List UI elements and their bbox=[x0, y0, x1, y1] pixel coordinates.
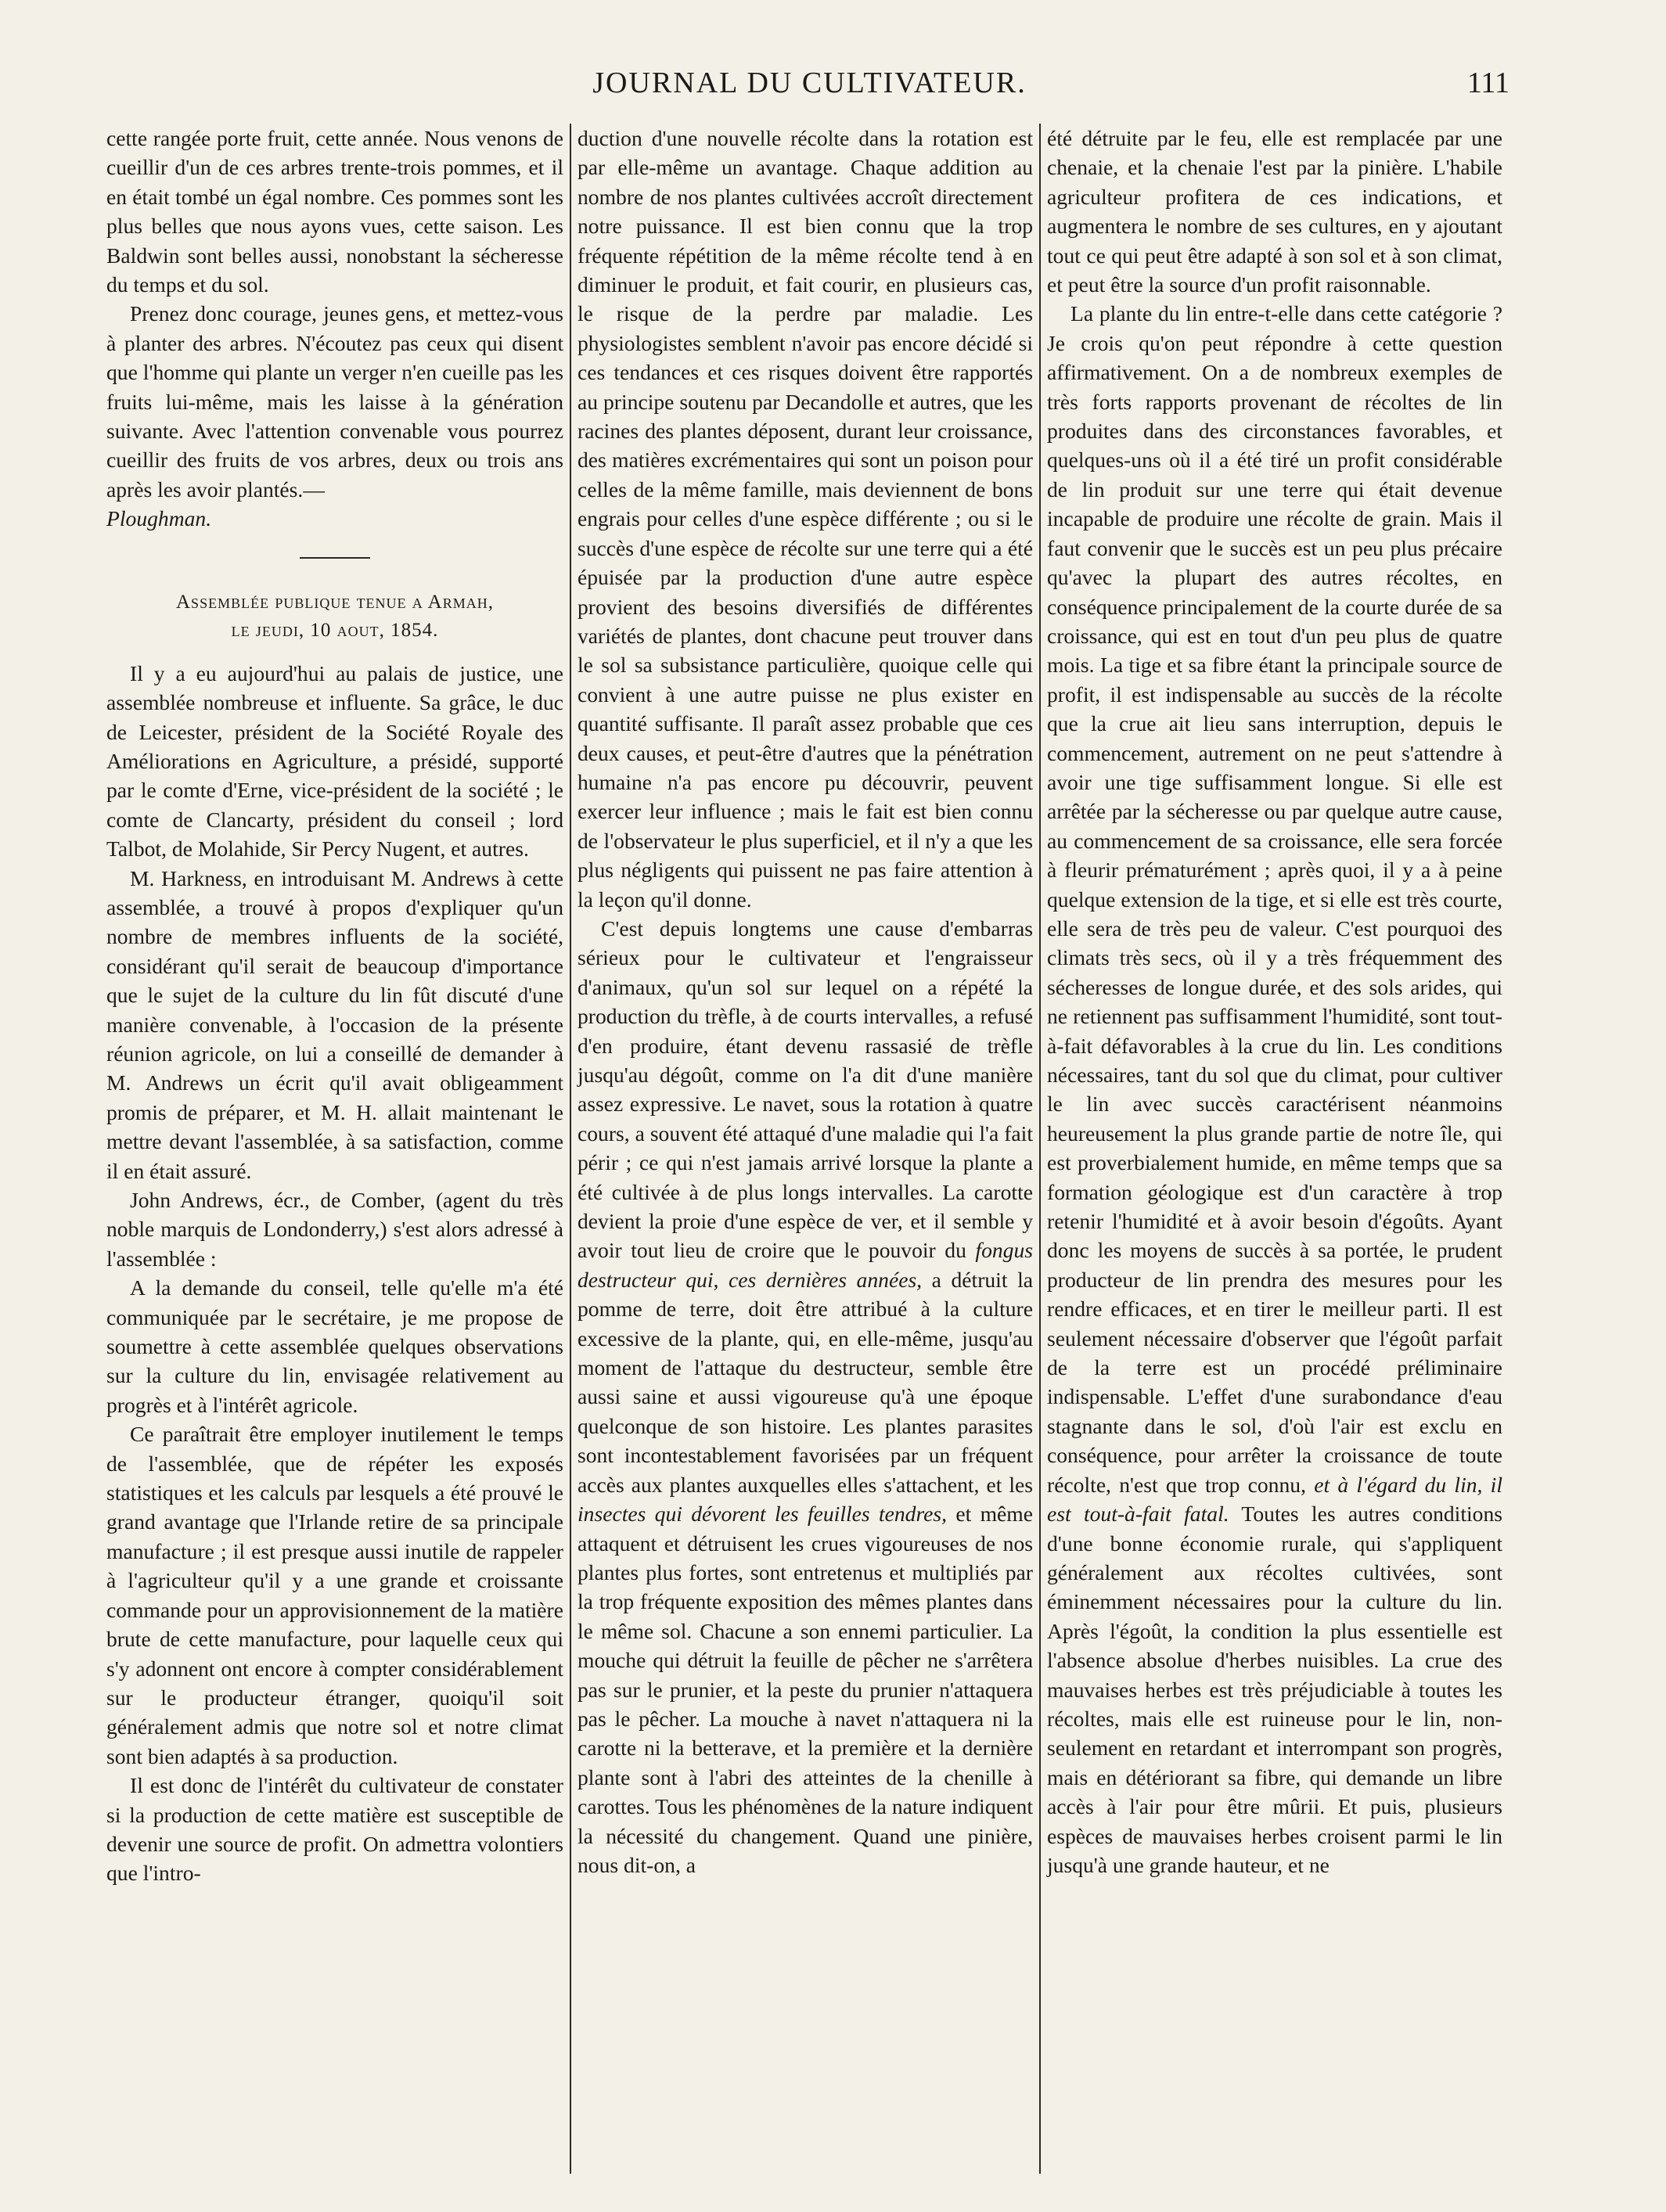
paragraph bbox=[578, 914, 1033, 1879]
paragraph: été détruite par le feu, elle est remplacée par une chenaie, et la chenaie l'est par la pinière. L'habile agriculteur profitera de ces indications, et augmentera le nombre de ses cultures, en y ajoutant tout ce qui peut être adapté à son sol et à son climat, et peut être la source d'un profit raisonnable. bbox=[1047, 126, 1502, 297]
section-divider bbox=[300, 557, 370, 559]
paragraph: Il y a eu aujourd'hui au palais de justice, une assemblée nombreuse et influente. Sa grâce, le duc de Leicester, président de la Société Royale des Améliorations en Agriculture, a présidé, supporté par le comte d'Erne, vice-président de la société ; le comte de Clancarty, président du conseil ; lord Talbot, de Molahide, Sir Percy Nugent, et autres. bbox=[106, 660, 563, 861]
column-1 bbox=[100, 124, 570, 2174]
paragraph bbox=[1047, 299, 1502, 1879]
column-3 bbox=[1039, 124, 1509, 2174]
paragraph: cette rangée porte fruit, cette année. Nous venons de cueillir d'un de ces arbres trente-trois pommes, et il en était tombé un égal nombre. Ces pommes sont les plus belles que nous ayons vues, cette saison. Les Baldwin sont belles aussi, nonobstant la sécheresse du temps et du sol. bbox=[106, 126, 563, 297]
text-run: a détruit la pomme de terre, doit être attribué à la culture excessive de la plante, qui, en elle-même, jusqu'au moment de l'attaque du destructeur, semble être aussi saine et aussi vigoureuse qu'à une époque quelconque de son histoire. Les plantes parasites sont incontestablement favorisées par un fréquent accès aux plantes auxquelles elles s'attachent, et les bbox=[578, 1267, 1034, 1497]
running-header bbox=[110, 61, 1509, 108]
paragraph: Ce paraîtrait être employer inutilement le temps de l'assemblée, que de répéter les exposés statistiques et les calculs par lesquels a été prouvé le grand avantage que l'Irlande retire de sa principale manufacture ; il est presque aussi inutile de rappeler à l'agriculteur qu'il y a une grande et croissante commande pour un approvisionnement de la matière brute de cette manufacture, pour laquelle ceux qui s'y adonnent ont encore à compter considérablement sur le producteur étranger, quoiqu'il soit généralement admis que notre sol et notre climat sont bien adaptés à sa production. bbox=[106, 1422, 563, 1768]
italic-run: et à l'égard du lin, il est tout-à-fait fatal. bbox=[1047, 1472, 1503, 1527]
text-run: Toutes les autres conditions d'une bonne économie rurale, qui s'appliquent généralement aux récoltes cultivées, sont éminemment nécessaires pour la culture du lin. Après l'égoût, la condition la plus essentielle est l'absence absolue d'herbes nuisibles. La crue des mauvaises herbes est très préjudiciable à toutes les récoltes, mais elle est ruineuse pour le lin, non-seulement en retardant et interrompant son progrès, mais en détériorant sa fibre, qui demande un libre accès à l'air pour être mûrii. Et puis, plusieurs espèces de mauvaises herbes croisent parmi le lin jusqu'à une grande hauteur, et ne bbox=[1047, 1502, 1503, 1877]
heading-line: Assemblée publique tenue a Armah, bbox=[176, 591, 494, 613]
page-number: 111 bbox=[1466, 67, 1509, 99]
paragraph: Il est donc de l'intérêt du cultivateur de constater si la production de cette matière est susceptible de devenir une source de profit. On admettra volontiers que l'intro- bbox=[106, 1773, 563, 1886]
text-columns bbox=[100, 124, 1509, 2174]
column-2 bbox=[570, 124, 1039, 2174]
text-run: C'est depuis longtems une cause d'embarras sérieux pour le cultivateur et l'engraisseur d'animaux, qu'un sol sur lequel on a répété la production du trèfle, à de courts intervalles, a refusé d'en produire, étant devenu rassasié de trèfle jusqu'au dégoût, comme on l'a dit d'une manière assez expressive. Le navet, sous la rotation à quatre cours, a souvent été attaqué d'une maladie qui l'a fait périr ; ce qui n'est jamais arrivé lorsque la plante a été cultivée à de plus longs intervalles. La carotte devient la proie d'une espèce de ver, et il semble y avoir tout lieu de croire que le pouvoir du bbox=[578, 915, 1033, 1263]
text-run: et même attaquent et détruisent les crues vigoureuses de nos plantes plus fortes, sont entretenus et multipliés par la trop fréquente exposition des mêmes plantes dans le même sol. Chacune a son ennemi particulier. La mouche qui détruit la feuille de pêcher ne s'arrêtera pas sur le prunier, et la peste du prunier n'attaquera pas le pêcher. La mouche à navet n'attaquera ni la carotte ni la betterave, et la première et la dernière plante sont à l'abri des atteintes de la chenille à carottes. Tous les phénomènes de la nature indiquent la nécessité du changement. Quand une pinière, nous dit-on, a bbox=[578, 1502, 1033, 1877]
italic-run: fongus destructeur qui, ces dernières années, bbox=[578, 1238, 1033, 1292]
paragraph: A la demande du conseil, telle qu'elle m'a été communiquée par le secrétaire, je me propose de soumettre à cette assemblée quelques observations sur la culture du lin, envisagée relativement au progrès et à l'intérêt agricole. bbox=[106, 1275, 563, 1417]
signature: Ploughman. bbox=[106, 506, 212, 531]
paragraph: M. Harkness, en introduisant M. Andrews à cette assemblée, a trouvé à propos d'expliquer qu'un nombre de membres influents de la société, considérant qu'il serait de beaucoup d'importance que le sujet de la culture du lin fût discuté d'une manière convenable, à l'occasion de la présente réunion agricole, on lui a conseillé de demander à M. Andrews un écrit qu'il avait obligeamment promis de préparer, et M. H. allait maintenant le mettre devant l'assemblée, à sa satisfaction, comme il en était assuré. bbox=[106, 865, 563, 1183]
heading-line: le jeudi, 10 aout, 1854. bbox=[231, 619, 439, 641]
section-heading bbox=[106, 588, 563, 645]
italic-run: insectes qui dévorent les feuilles tendres, bbox=[578, 1502, 948, 1527]
text-run: La plante du lin entre-t-elle dans cette catégorie ? Je crois qu'on peut répondre à cette question affirmativement. On a de nombreux exemples de très forts rapports provenant de récoltes de lin produites dans des circonstances favorables, et quelques-uns où il a été tiré un profit considérable de lin produit sur une terre qui était devenue incapable de produire une récolte de grain. Mais il faut convenir que le succès est un peu plus précaire qu'avec la plupart des autres récoltes, en conséquence principalement de la courte durée de sa croissance, qui est en tout d'un peu plus de quatre mois. La tige et sa fibre étant la principale source de profit, il est indispensable au succès de la récolte que la crue ait lieu sans interruption, depuis le commencement, autrement on ne peut s'attendre à avoir une tige suffisamment longue. Si elle est arrêtée par la sécheresse ou par quelque autre cause, au commencement de sa croissance, elle sera forcée à fleurir prématurément ; après quoi, il y a à peine quelque extension de la tige, et si elle est très courte, elle sera de très peu de valeur. C'est pourquoi des climats très secs, où il y a très fréquemment des sécheresses de longue durée, et des sols arides, qui ne retiennent pas suffisamment l'humidité, sont tout-à-fait défavorables à la crue du lin. Les conditions nécessaires, tant du sol que du climat, pour cultiver le lin avec succès caractérisent néanmoins heureusement la plus grande partie de notre île, qui est proverbialement humide, en même temps que sa formation géologique est d'un caractère à trop retenir l'humidité et à avoir besoin d'égoûts. Ayant donc les moyens de succès à sa portée, le prudent producteur de lin prendra des mesures pour les rendre efficaces, et en tirer le meilleur parti. Il est seulement nécessaire d'observer que l'égoût parfait de la terre est un procédé préliminaire indispensable. L'effet d'une surabondance d'eau stagnante dans le sol, d'où l'air est exclu en conséquence, pour arrêter la croissance de toute récolte, n'est que trop connu, bbox=[1047, 301, 1502, 1497]
paragraph: Prenez donc courage, jeunes gens, et mettez-vous à planter des arbres. N'écoutez pas ceux qui disent que l'homme qui plante un verger n'en cueille pas les fruits lui-même, mais les laisse à la génération suivante. Avec l'attention convenable vous pourrez cueillir des fruits de vos arbres, deux ou trois ans après les avoir plantés.— bbox=[106, 301, 563, 502]
journal-title: JOURNAL DU CULTIVATEUR. bbox=[592, 67, 1027, 99]
paragraph: John Andrews, écr., de Comber, (agent du très noble marquis de Londonderry,) s'est alors adressé à l'assemblée : bbox=[106, 1188, 563, 1271]
paragraph: duction d'une nouvelle récolte dans la rotation est par elle-même un avantage. Chaque addition au nombre de nos plantes cultivées accroît directement notre puissance. Il est bien connu que la trop fréquente répétition de la même récolte tend à en diminuer le produit, et fait courir, en plusieurs cas, le risque de la perdre par maladie. Les physiologistes semblent n'avoir pas encore décidé si ces tendances et ces risques doivent être rapportés au principe soutenu par Decandolle et autres, que les racines des plantes déposent, durant leur croissance, des matières excrémentaires qui sont un poison pour celles de la même famille, mais deviennent de bons engrais pour celles d'une espèce différente ; ou si le succès d'une espèce de récolte sur une terre qui a été épuisée par la production d'une autre espèce provient des besoins diversifiés de différentes variétés de plantes, dont chacune peut trouver dans le sol sa subsistance particulière, quoique celle qui convient à une autre puisse ne plus exister en quantité suffisante. Il paraît assez probable que ces deux causes, et peut-être d'autres que la pénétration humaine n'a pas encore pu découvrir, peuvent exercer leur influence ; mais le fait est bien connu de l'observateur le plus superficiel, et il n'y a que les plus négligents qui puissent ne pas faire attention à la leçon qu'il donne. bbox=[578, 126, 1033, 912]
